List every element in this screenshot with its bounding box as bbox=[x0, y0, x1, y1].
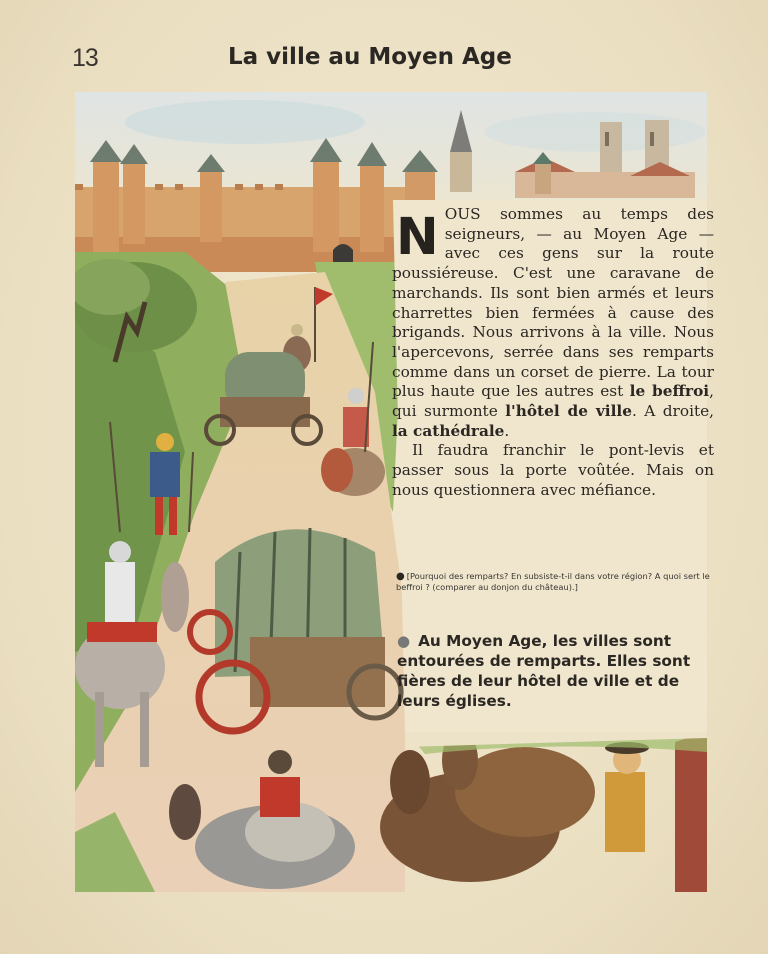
summary bbox=[397, 631, 715, 711]
summary-text: Au Moyen Age, les villes sont entourées de remparts. Elles sont fières de leur hôtel de ville et de leurs églises. bbox=[397, 632, 691, 710]
horse-team bbox=[380, 730, 707, 892]
page-number: 13 bbox=[72, 44, 98, 72]
paragraph-1-text-3: . A droite, bbox=[631, 402, 715, 421]
bullet-icon: ● bbox=[397, 632, 411, 650]
main-text bbox=[392, 205, 714, 501]
paragraph-2: Il faudra franchir le pont-levis et passer sous la porte voûtée. Mais on nous questionnera avec méfiance. bbox=[392, 441, 714, 499]
bullet-icon: ● bbox=[396, 571, 405, 582]
term-beffroi: le beffroi bbox=[629, 382, 710, 401]
paragraph-1-text: OUS sommes au temps des seigneurs, — au Moyen Age — avec ces gens sur la route poussiéreuse. C'est une caravane de marchands. Ils sont bien armés et leurs charrettes bien fermées à cause des brigands. Nous arrivons à la ville. Nous l'apercevons, serrée dans ses remparts comme dans un corset de pierre. La tour plus haute que les autres est bbox=[392, 205, 714, 401]
paragraph-1-text-4: . bbox=[504, 421, 510, 440]
term-cathedrale: la cathédrale bbox=[392, 421, 505, 440]
term-hotel-de-ville: l'hôtel de ville bbox=[505, 402, 632, 421]
paragraph-1-text-2: , qui surmonte bbox=[392, 382, 714, 421]
question-text: [Pourquoi des remparts? En subsiste-t-il dans votre région? A quoi sert le beffroi ? (comparer au donjon du château).] bbox=[396, 571, 710, 592]
drop-cap: N bbox=[396, 208, 439, 267]
page-title: La ville au Moyen Age bbox=[228, 44, 512, 70]
study-question bbox=[396, 571, 714, 593]
